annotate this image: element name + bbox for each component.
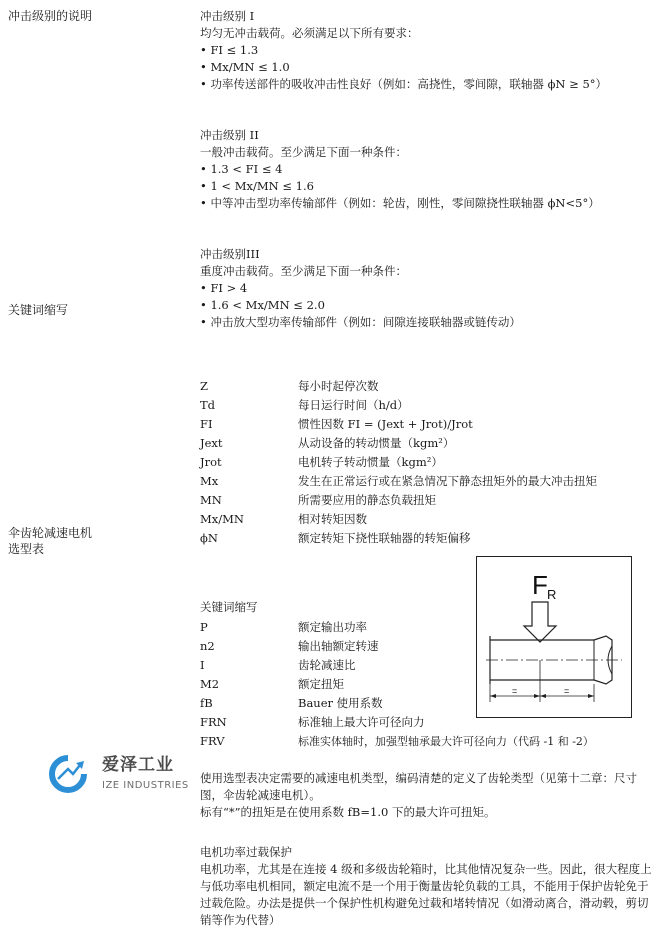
shock2-bullet2: • 1 < Mx/MN ≤ 1.6 bbox=[200, 179, 314, 193]
shock3-bullet1: • FI > 4 bbox=[200, 281, 248, 295]
abbr-key: fB bbox=[200, 696, 213, 710]
selection-para2: 标有“*”的扭矩是在使用系数 fB=1.0 下的最大许可扭矩。 bbox=[200, 805, 496, 819]
abbr-row bbox=[200, 530, 658, 547]
abbr-value: 从动设备的转动惯量（kgm²） bbox=[298, 436, 455, 450]
abbr2-row bbox=[200, 638, 658, 655]
abbr-key: Jrot bbox=[200, 455, 222, 469]
shock1-desc: 均匀无冲击载荷。必须满足以下所有要求： bbox=[200, 26, 419, 40]
label-shock-description: 冲击级别的说明 bbox=[8, 9, 93, 23]
abbr2-row bbox=[200, 619, 658, 636]
abbr-row bbox=[200, 473, 658, 490]
shock3-bullet3: • 冲击放大型功率传输部件（例如：间隙连接联轴器或链传动） bbox=[200, 315, 521, 329]
selection-para1: 使用选型表决定需要的减速电机类型，编码清楚的定义了齿轮类型（见第十二章：尺寸图，伞齿轮减速电机）。 bbox=[200, 771, 637, 802]
abbr-value: 标准实体轴时，加强型轴承最大许可径向力（代码 -1 和 -2） bbox=[298, 735, 594, 748]
abbr-value: Bauer 使用系数 bbox=[298, 696, 383, 710]
abbr-key: Mx/MN bbox=[200, 512, 244, 526]
force-label: F bbox=[532, 570, 548, 600]
shock1-bullet2: • Mx/MN ≤ 1.0 bbox=[200, 60, 290, 74]
shock2-title: 冲击级别 II bbox=[200, 128, 259, 142]
abbr-value: 惯性因数 FI = (Jext + Jrot)/Jrot bbox=[298, 417, 473, 431]
logo-mark-icon bbox=[46, 755, 90, 793]
abbr-value: 标准轴上最大许可径向力 bbox=[298, 715, 425, 729]
abbr2-row bbox=[200, 695, 658, 712]
abbr2-row bbox=[200, 733, 658, 750]
abbr-key: Td bbox=[200, 398, 216, 412]
shock3-bullet2: • 1.6 < Mx/MN ≤ 2.0 bbox=[200, 298, 325, 312]
shock2-bullet3: • 中等冲击型功率传输部件（例如：轮齿，刚性，零间隙挠性联轴器 ϕN<5°） bbox=[200, 196, 600, 210]
logo-cn-text: 爱泽工业 bbox=[102, 755, 174, 775]
abbr-row bbox=[200, 378, 658, 395]
abbr-key: MN bbox=[200, 493, 222, 507]
label-selection-line1: 伞齿轮减速电机 bbox=[8, 526, 93, 540]
abbr-key: P bbox=[200, 620, 208, 634]
abbr2-row bbox=[200, 657, 658, 674]
abbr-row bbox=[200, 397, 658, 414]
abbr-value: 电机转子转动惯量（kgm²） bbox=[298, 455, 443, 469]
shock3-desc: 重度冲击载荷。至少满足下面一种条件： bbox=[200, 264, 407, 278]
abbr2-row bbox=[200, 676, 658, 693]
abbr-row bbox=[200, 454, 658, 471]
abbr-value: 额定输出功率 bbox=[298, 620, 367, 634]
shock3-title: 冲击级别III bbox=[200, 247, 260, 261]
abbr-key: FI bbox=[200, 417, 213, 431]
abbr-key: ϕN bbox=[200, 531, 218, 545]
abbr-row bbox=[200, 511, 658, 528]
abbr-key: Z bbox=[200, 379, 208, 393]
abbr-value: 每日运行时间（h/d） bbox=[298, 398, 409, 412]
abbr-row bbox=[200, 416, 658, 433]
abbr-value: 发生在正常运行或在紧急情况下静态扭矩外的最大冲击扭矩 bbox=[298, 474, 597, 488]
abbr-value: 额定转矩下挠性联轴器的转矩偏移 bbox=[298, 531, 471, 545]
abbr-key: M2 bbox=[200, 677, 220, 691]
abbr-key: FRN bbox=[200, 715, 227, 729]
abbr-value: 额定扭矩 bbox=[298, 677, 344, 691]
shock2-desc: 一般冲击载荷。至少满足下面一种条件： bbox=[200, 145, 407, 159]
overload-body: 电机功率，尤其是在连接 4 级和多级齿轮箱时，比其他情况复杂一些。因此，很大程度上与低功率电机相同，额定电流不是一个用于衡量齿轮负载的工具，不能用于保护齿轮免于过载危险。办法是提供一个保护性机构避免过载和堵转情况（如滑动离合，滑动毂，剪切销等作为代替） bbox=[200, 862, 652, 927]
abbr-row bbox=[200, 492, 658, 509]
abbr-key: I bbox=[200, 658, 205, 672]
overload-title: 电机功率过载保护 bbox=[200, 845, 292, 859]
shock1-title: 冲击级别 I bbox=[200, 9, 255, 23]
abbr2-title: 关键词缩写 bbox=[200, 600, 258, 614]
abbr-value: 齿轮减速比 bbox=[298, 658, 356, 672]
dim-label-2: = bbox=[564, 686, 570, 696]
label-selection-title bbox=[8, 525, 92, 557]
selection-text bbox=[200, 770, 658, 821]
abbr-value: 每小时起停次数 bbox=[298, 379, 379, 393]
abbr-row bbox=[200, 435, 658, 452]
shock1-bullet1: • FI ≤ 1.3 bbox=[200, 43, 259, 57]
radial-force-diagram bbox=[476, 556, 632, 718]
abbr2-row bbox=[200, 714, 658, 731]
label-selection-line2: 选型表 bbox=[8, 542, 45, 556]
logo-en-text: IZE INDUSTRIES bbox=[102, 780, 189, 791]
abbr-value: 输出轴额定转速 bbox=[298, 639, 379, 653]
shock2-bullet1: • 1.3 < FI ≤ 4 bbox=[200, 162, 283, 176]
abbr-value: 所需要应用的静态负载扭矩 bbox=[298, 493, 436, 507]
label-abbreviations: 关键词缩写 bbox=[8, 303, 69, 317]
abbr-key: Jext bbox=[200, 436, 223, 450]
abbr-key: n2 bbox=[200, 639, 215, 653]
abbr-key: FRV bbox=[200, 734, 225, 748]
force-label-sub: R bbox=[547, 587, 557, 602]
abbr-value: 相对转矩因数 bbox=[298, 512, 367, 526]
shock-classes bbox=[200, 8, 658, 331]
dim-label-1: = bbox=[512, 686, 518, 696]
overload-section bbox=[200, 844, 658, 929]
abbr-key: Mx bbox=[200, 474, 219, 488]
shock1-bullet3: • 功率传送部件的吸收冲击性良好（例如：高挠性，零间隙，联轴器 ϕN ≥ 5°） bbox=[200, 77, 608, 91]
